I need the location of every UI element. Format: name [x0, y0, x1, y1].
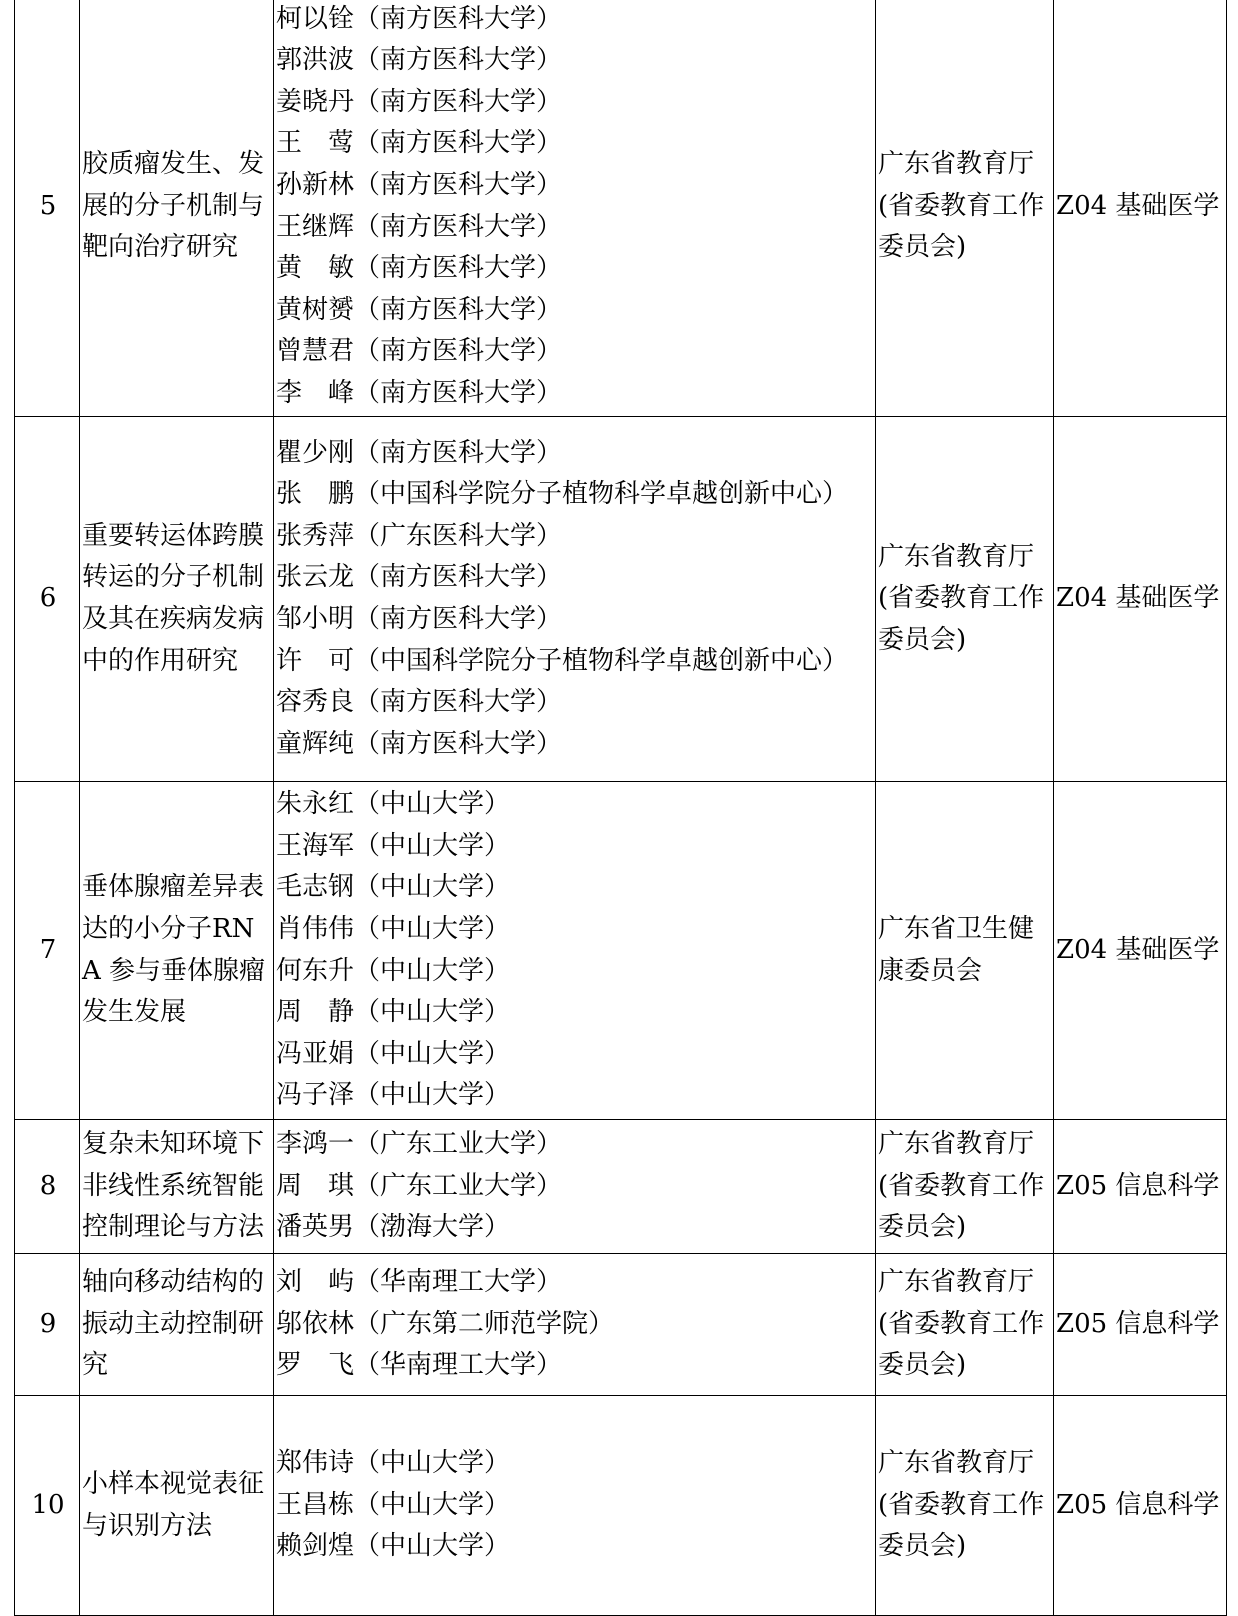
project-number: 7	[15, 782, 80, 1120]
member-name: 容秀良	[276, 687, 355, 718]
member-name: 李 峰	[276, 377, 355, 408]
table-row	[15, 0, 1227, 417]
member-name: 孙新林	[276, 169, 355, 200]
member-affiliation: （南方医科大学）	[354, 211, 563, 242]
project-title: 复杂未知环境下非线性系统智能控制理论与方法	[80, 1120, 274, 1254]
member-affiliation: （南方医科大学）	[354, 45, 563, 76]
member	[276, 516, 875, 558]
member-name: 张 鹏	[276, 479, 355, 510]
member-affiliation: （中山大学）	[354, 1080, 511, 1111]
member-affiliation: （南方医科大学）	[354, 377, 563, 408]
member-name: 瞿少刚	[276, 437, 355, 468]
member	[276, 909, 875, 951]
member	[276, 641, 875, 683]
member	[276, 1485, 875, 1527]
member	[276, 951, 875, 993]
member-name: 刘 屿	[276, 1267, 355, 1298]
table-row	[15, 1254, 1227, 1396]
table-row	[15, 1120, 1227, 1254]
member-affiliation: （南方医科大学）	[354, 437, 563, 468]
member-name: 赖剑煌	[276, 1531, 355, 1562]
member	[276, 1034, 875, 1076]
project-number: 9	[15, 1254, 80, 1396]
member-name: 郑伟诗	[276, 1448, 355, 1479]
project-members	[274, 0, 876, 417]
member-affiliation: （渤海大学）	[354, 1212, 511, 1243]
project-title: 重要转运体跨膜转运的分子机制及其在疾病发病中的作用研究	[80, 417, 274, 782]
member-affiliation: （南方医科大学）	[354, 128, 563, 159]
member-affiliation: （中山大学）	[354, 997, 511, 1028]
member	[276, 331, 875, 373]
member-name: 黄树赟	[276, 294, 355, 325]
member-name: 王昌栋	[276, 1489, 355, 1520]
member-name: 黄 敏	[276, 253, 355, 284]
member	[276, 1304, 875, 1346]
member	[276, 599, 875, 641]
nominating-unit: 广东省卫生健康委员会	[876, 782, 1054, 1120]
member-name: 何东升	[276, 955, 355, 986]
subject-category: Z04 基础医学	[1054, 417, 1227, 782]
member	[276, 784, 875, 826]
subject-category: Z05 信息科学	[1054, 1120, 1227, 1254]
member-name: 毛志钢	[276, 872, 355, 903]
member-affiliation: （南方医科大学）	[354, 169, 563, 200]
member-name: 曾慧君	[276, 336, 355, 367]
member-affiliation: （广东医科大学）	[354, 520, 563, 551]
member-name: 王海军	[276, 830, 355, 861]
member-affiliation: （南方医科大学）	[354, 253, 563, 284]
member-affiliation: （中山大学）	[354, 955, 511, 986]
member	[276, 0, 875, 40]
member	[276, 290, 875, 332]
subject-category: Z05 信息科学	[1054, 1254, 1227, 1396]
member-name: 罗 飞	[276, 1350, 355, 1381]
member-affiliation: （华南理工大学）	[354, 1350, 563, 1381]
member-affiliation: （中山大学）	[354, 872, 511, 903]
subject-category: Z05 信息科学	[1054, 1396, 1227, 1616]
member	[276, 557, 875, 599]
nominating-unit: 广东省教育厅(省委教育工作委员会)	[876, 1396, 1054, 1616]
member	[276, 1262, 875, 1304]
member-affiliation: （南方医科大学）	[354, 294, 563, 325]
member	[276, 1526, 875, 1568]
project-members	[274, 1396, 876, 1616]
member-affiliation: （广东第二师范学院）	[354, 1308, 615, 1339]
member-affiliation: （中山大学）	[354, 1038, 511, 1069]
member-affiliation: （中山大学）	[354, 913, 511, 944]
member-name: 童辉纯	[276, 728, 355, 759]
member-name: 邬依林	[276, 1308, 355, 1339]
member	[276, 867, 875, 909]
member-name: 冯子泽	[276, 1080, 355, 1111]
table-row	[15, 782, 1227, 1120]
project-members	[274, 782, 876, 1120]
member-affiliation: （中国科学院分子植物科学卓越创新中心）	[354, 479, 849, 510]
member-affiliation: （中山大学）	[354, 1531, 511, 1562]
member	[276, 248, 875, 290]
member-affiliation: （华南理工大学）	[354, 1267, 563, 1298]
member-affiliation: （广东工业大学）	[354, 1129, 563, 1160]
member	[276, 1443, 875, 1485]
project-title: 胶质瘤发生、发展的分子机制与靶向治疗研究	[80, 0, 274, 417]
member-name: 周 静	[276, 997, 355, 1028]
member-affiliation: （南方医科大学）	[354, 336, 563, 367]
member	[276, 373, 875, 415]
subject-category: Z04 基础医学	[1054, 782, 1227, 1120]
member-name: 张秀萍	[276, 520, 355, 551]
project-members	[274, 1254, 876, 1396]
member	[276, 1207, 875, 1249]
member-affiliation: （南方医科大学）	[354, 604, 563, 634]
project-number: 6	[15, 417, 80, 782]
member	[276, 1075, 875, 1117]
member-name: 姜晓丹	[276, 86, 355, 117]
member-affiliation: （南方医科大学）	[354, 3, 563, 34]
member-name: 冯亚娟	[276, 1038, 355, 1069]
member	[276, 433, 875, 475]
member	[276, 123, 875, 165]
project-members	[274, 1120, 876, 1254]
member-name: 王 莺	[276, 128, 355, 159]
member-name: 许 可	[276, 645, 355, 676]
member-affiliation: （南方医科大学）	[354, 687, 563, 718]
table-row	[15, 1396, 1227, 1616]
project-title: 小样本视觉表征与识别方法	[80, 1396, 274, 1616]
project-number: 5	[15, 0, 80, 417]
member	[276, 40, 875, 82]
project-title: 垂体腺瘤差异表达的小分子RNA 参与垂体腺瘤发生发展	[80, 782, 274, 1120]
member	[276, 207, 875, 249]
member-name: 张云龙	[276, 562, 355, 593]
member-name: 肖伟伟	[276, 913, 355, 944]
project-title: 轴向移动结构的振动主动控制研究	[80, 1254, 274, 1396]
nominating-unit: 广东省教育厅(省委教育工作委员会)	[876, 1120, 1054, 1254]
member-affiliation: （中山大学）	[354, 789, 511, 820]
member	[276, 826, 875, 868]
member-name: 周 琪	[276, 1170, 355, 1201]
awards-table	[14, 0, 1227, 1616]
project-number: 8	[15, 1120, 80, 1254]
member	[276, 165, 875, 207]
member-affiliation: （广东工业大学）	[354, 1170, 563, 1201]
member	[276, 1124, 875, 1166]
member	[276, 474, 875, 516]
member	[276, 992, 875, 1034]
member-name: 李鸿一	[276, 1129, 355, 1160]
nominating-unit: 广东省教育厅(省委教育工作委员会)	[876, 1254, 1054, 1396]
nominating-unit: 广东省教育厅(省委教育工作委员会)	[876, 0, 1054, 417]
member-affiliation: （南方医科大学）	[354, 86, 563, 117]
project-number: 10	[15, 1396, 80, 1616]
nominating-unit: 广东省教育厅(省委教育工作委员会)	[876, 417, 1054, 782]
member-name: 邹小明	[276, 604, 355, 634]
member-name: 郭洪波	[276, 45, 355, 76]
member-name: 王继辉	[276, 211, 355, 242]
table-row	[15, 417, 1227, 782]
member	[276, 724, 875, 766]
member-affiliation: （中山大学）	[354, 830, 511, 861]
member	[276, 82, 875, 124]
member-affiliation: （中山大学）	[354, 1489, 511, 1520]
member	[276, 1166, 875, 1208]
member-name: 柯以铨	[276, 3, 355, 34]
subject-category: Z04 基础医学	[1054, 0, 1227, 417]
member	[276, 682, 875, 724]
member	[276, 1345, 875, 1387]
member-name: 潘英男	[276, 1212, 355, 1243]
member-affiliation: （南方医科大学）	[354, 728, 563, 759]
member-affiliation: （南方医科大学）	[354, 562, 563, 593]
project-members	[274, 417, 876, 782]
member-affiliation: （中山大学）	[354, 1448, 511, 1479]
member-affiliation: （中国科学院分子植物科学卓越创新中心）	[354, 645, 849, 676]
member-name: 朱永红	[276, 789, 355, 820]
